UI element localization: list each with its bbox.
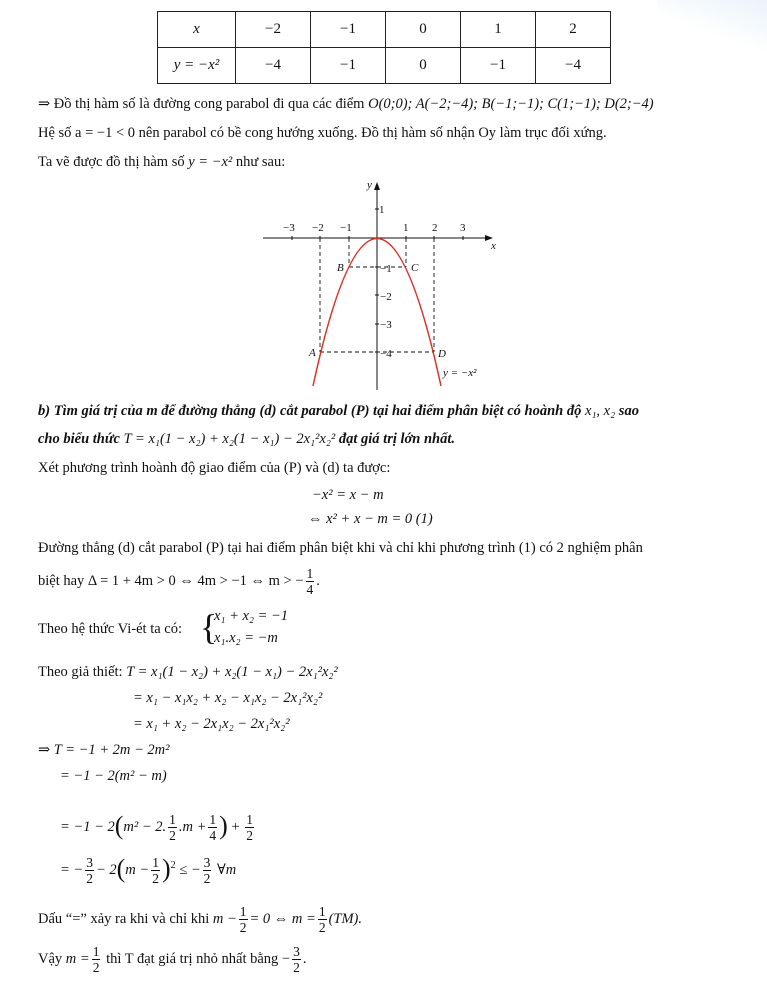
table-row (158, 48, 611, 84)
table-cell: 0 (386, 48, 461, 84)
y-tick-label: 1 (379, 204, 385, 216)
table-cell: 1 (461, 12, 536, 48)
text-line-xet: Xét phương trình hoành độ giao điểm của (P) và (d) ta được: (38, 460, 391, 476)
t-line-4: = − $\frac{3}{2}$ − 2(m − $\frac{1}{2}$ )$^2$ ≤ − $\frac{3}{2}$ ∀m (60, 853, 237, 886)
table-cell: 0 (386, 12, 461, 48)
text-line-condition-2: biệt hay Δ = 1 + 4m > 0 ⇔ 4m > −1 ⇔ m > − $\frac{1}{4}$ . (38, 566, 320, 597)
equation-2: ⇔ x² + x − m = 0 (1) (308, 511, 433, 527)
y-axis-arrow (374, 182, 380, 190)
t-line-3: = −1 − 2(m² − 2. $\frac{1}{2}$ .m + $\frac{1}{4}$ ) + $\frac{1}{2}$ (60, 810, 254, 843)
part-b-question-2: cho biểu thức T = x₁(1 − x₂) + x₂(1 − x₁) − 2x₁²x₂² đạt giá trị lớn nhất. (38, 431, 456, 447)
fraction: $\frac{1}{2}$ (318, 904, 326, 935)
point-label-b: B (337, 262, 344, 274)
text-line-coefficient: Hệ số a = −1 < 0 nên parabol có bề cong hướng xuống. Đồ thị hàm số nhận Oy làm trục đối xứng. (38, 125, 607, 141)
x-tick-label: 1 (403, 222, 409, 234)
vieta-label: Theo hệ thức Vi-ét ta có: (38, 621, 183, 637)
point-label-c: C (411, 262, 419, 274)
fraction: $\frac{1}{2}$ (239, 904, 247, 935)
vieta-system: { x₁ + x₂ = −1 x₁.x₂ = −m (200, 607, 289, 647)
table-cell: −1 (311, 12, 386, 48)
fraction: $\frac{1}{4}$ (209, 812, 217, 843)
table-row (158, 12, 611, 48)
table-cell: −1 (461, 48, 536, 84)
point-label-a: A (309, 347, 316, 359)
y-axis-label: y (367, 179, 372, 191)
fraction-one-fourth: $\frac{1}{4}$ (306, 566, 314, 597)
x-tick-label: −2 (312, 222, 324, 234)
y-tick-label: −4 (380, 348, 392, 360)
part-b-question-1: b) Tìm giá trị của m để đường thẳng (d) cắt parabol (P) tại hai điểm phân biệt có hoành độ x₁, x₂ sao (38, 403, 639, 419)
y-tick-label: −2 (380, 291, 392, 303)
curve-label: y = −x² (443, 367, 477, 379)
fraction: $\frac{3}{2}$ (86, 855, 93, 886)
gt-line-2: = x₁ − x₁x₂ + x₂ − x₁x₂ − 2x₁²x₂² (133, 690, 323, 706)
fraction: $\frac{1}{2}$ (246, 812, 254, 843)
parabola-graph (255, 176, 505, 392)
fraction: $\frac{1}{2}$ (92, 944, 100, 975)
text-line-condition-1: Đường thẳng (d) cắt parabol (P) tại hai điểm phân biệt khi và chỉ khi phương trình (1) có 2 nghiệm phân (38, 540, 643, 556)
text-line-conclusion: Vậy m = $\frac{1}{2}$ thì T đạt giá trị nhỏ nhất bằng − $\frac{3}{2}$ . (38, 944, 307, 975)
table-cell: −2 (236, 12, 311, 48)
text-line-points: ⇒ Đồ thị hàm số là đường cong parabol đi qua các điểm O(0;0); A(−2;−4); B(−1;−1); C(1;−1); D(2;−4) (38, 96, 654, 112)
t-line-2: = −1 − 2(m² − m) (60, 768, 167, 784)
watermark-corner (657, 0, 767, 50)
y-tick-label: −3 (380, 319, 392, 331)
value-table (157, 11, 611, 84)
table-cell: −4 (536, 48, 611, 84)
fraction: $\frac{3}{2}$ (293, 944, 300, 975)
fraction: $\frac{3}{2}$ (203, 855, 211, 886)
table-cell: −1 (311, 48, 386, 84)
x-axis-label: x (491, 240, 496, 252)
x-tick-label: −1 (340, 222, 352, 234)
gt-line-3: = x₁ + x₂ − 2x₁x₂ − 2x₁²x₂² (133, 716, 290, 732)
x-tick-label: 3 (460, 222, 466, 234)
y-tick-label: −1 (380, 263, 392, 275)
text-line-draw: Ta vẽ được đồ thị hàm số y = −x² như sau: (38, 154, 286, 170)
table-header-x: x (158, 12, 236, 48)
text-line-equality: Dấu “=” xảy ra khi và chỉ khi m − $\frac{1}{2}$ = 0 ⇔ m = $\frac{1}{2}$ (TM). (38, 904, 362, 935)
equation-1: −x² = x − m (312, 487, 384, 503)
gt-line-1: Theo giả thiết: T = x₁(1 − x₂) + x₂(1 − x₁) − 2x₁²x₂² (38, 664, 338, 680)
point-label-d: D (438, 348, 446, 360)
x-tick-label: 2 (432, 222, 438, 234)
fraction: $\frac{1}{2}$ (152, 855, 159, 886)
table-header-y: y = −x² (158, 48, 236, 84)
table-cell: 2 (536, 12, 611, 48)
table-cell: −4 (236, 48, 311, 84)
t-line-1: ⇒ T = −1 + 2m − 2m² (38, 742, 170, 758)
x-tick-label: −3 (283, 222, 295, 234)
fraction: $\frac{1}{2}$ (169, 812, 176, 843)
